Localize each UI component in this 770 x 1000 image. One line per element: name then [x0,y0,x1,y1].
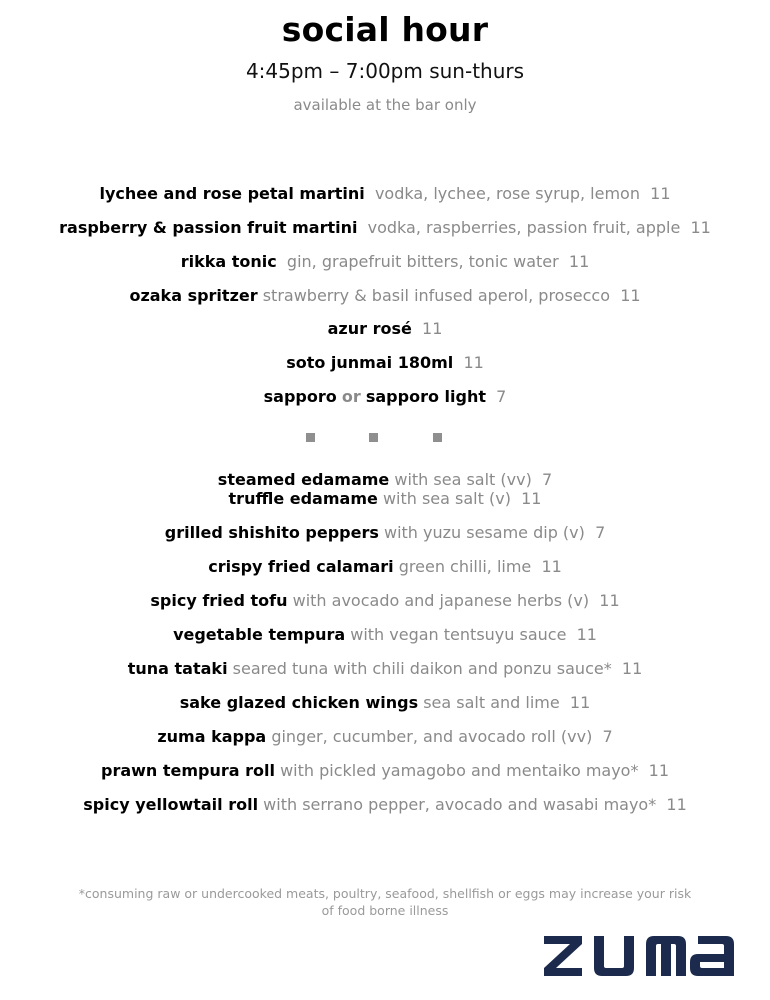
drink-item [0,286,770,306]
item-price: 11 [666,795,687,814]
item-name: spicy yellowtail roll [83,795,259,814]
item-name: crispy fried calamari [208,557,394,576]
item-name: soto junmai 180ml [286,353,454,372]
item-name: prawn tempura roll [100,761,275,780]
footnote-line: *consuming raw or undercooked meats, poultry, seafood, shellfish or eggs may increase your risk [78,886,692,901]
item-price: 7 [595,523,606,542]
page-title: social hour [281,10,489,49]
food-item [0,693,770,713]
item-price: 7 [542,470,553,489]
item-price: 11 [576,625,597,644]
food-item [0,523,770,543]
food-item [0,470,770,490]
drink-item [0,184,770,204]
item-name: rikka tonic [180,252,277,271]
food-item [0,557,770,577]
food-item [0,761,770,781]
item-desc: with avocado and japanese herbs (v) [292,591,590,610]
item-desc: with sea salt (vv) [394,470,532,489]
item-price: 11 [569,693,591,712]
item-name: lychee and rose petal martini [99,184,365,203]
item-desc: seared tuna with chili daikon and ponzu sauce* [232,659,612,678]
item-name: sapporo [263,387,337,406]
item-price: 11 [650,184,671,203]
item-price: 11 [620,286,641,305]
item-price: 11 [541,557,562,576]
or-connector: or [341,387,361,406]
separator-dot [306,433,315,442]
hours-text: 4:45pm – 7:00pm sun-thurs [245,59,525,83]
food-item [0,591,770,611]
beer-item [0,387,770,407]
item-name: ozaka spritzer [129,286,258,305]
item-name: azur rosé [327,319,412,338]
item-name: zuma kappa [157,727,267,746]
item-desc: vodka, raspberries, passion fruit, apple [367,218,681,237]
item-desc: with vegan tentsuyu sauce [350,625,567,644]
item-name: raspberry & passion fruit martini [59,218,358,237]
item-name: truffle edamame [228,489,378,508]
item-desc: with pickled yamagobo and mentaiko mayo* [280,761,639,780]
item-name: steamed edamame [217,470,390,489]
item-price: 11 [599,591,620,610]
footnote-line: of food borne illness [321,903,449,918]
item-price: 11 [422,319,443,338]
item-price: 7 [496,387,507,406]
item-name: tuna tataki [127,659,228,678]
item-desc: gin, grapefruit bitters, tonic water [286,252,559,271]
item-desc: strawberry & basil infused aperol, prosecco [262,286,611,305]
disclaimer-footnote [60,885,710,919]
food-item [0,489,770,509]
availability-text: available at the bar only [293,96,477,114]
item-name: sake glazed chicken wings [179,693,419,712]
section-separator [0,433,770,445]
item-price: 11 [568,252,590,271]
item-name: sapporo light [365,387,486,406]
item-desc: with yuzu sesame dip (v) [383,523,585,542]
item-desc: green chilli, lime [398,557,532,576]
separator-dot [433,433,442,442]
item-price: 11 [648,761,669,780]
item-desc: with serrano pepper, avocado and wasabi mayo* [263,795,657,814]
item-price: 11 [521,489,542,508]
item-desc: vodka, lychee, rose syrup, lemon [374,184,640,203]
item-name: vegetable tempura [173,625,346,644]
item-price: 11 [690,218,711,237]
item-name: grilled shishito peppers [164,523,379,542]
item-price: 11 [621,659,643,678]
item-desc: ginger, cucumber, and avocado roll (vv) [271,727,593,746]
item-price: 7 [602,727,613,746]
item-name: spicy fried tofu [150,591,288,610]
food-item [0,659,770,679]
food-item [0,727,770,747]
item-desc: with sea salt (v) [382,489,511,508]
drink-item [0,218,770,238]
separator-dot [369,433,378,442]
item-price: 11 [463,353,484,372]
food-item [0,625,770,645]
drink-item [0,319,770,339]
zuma-logo [540,930,740,980]
drink-item [0,353,770,373]
food-item [0,795,770,815]
item-desc: sea salt and lime [423,693,560,712]
drink-item [0,252,770,272]
